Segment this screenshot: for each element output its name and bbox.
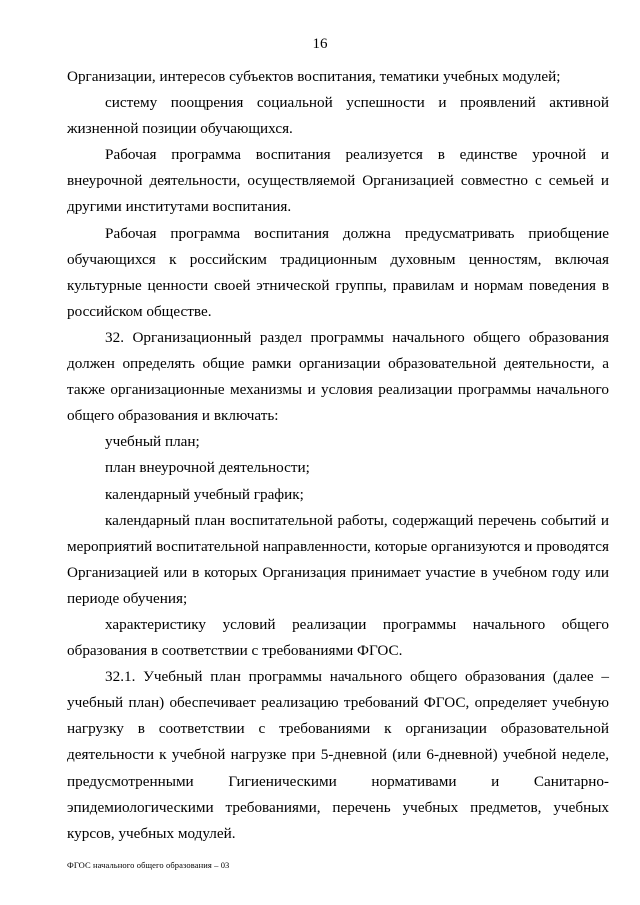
- page-number: 16: [312, 36, 328, 52]
- list-item-extracurricular-plan: план внеурочной деятельности;: [105, 459, 310, 477]
- paragraph-section-32-1: 32.1. Учебный план программы начального общего образования (далее – учебный план) обеспечивает реализацию требований ФГОС, определяет учебную нагрузку в соответствии с требованиями к организации образовательной деятельности к учебной нагрузке при 5-дневной (или 6-дневной) учебной неделе, предусмотренными Гигиеническими нормативами и Санитарно-эпидемиологическими требованиями, перечень учебных предметов, учебных курсов, учебных модулей.: [67, 668, 609, 842]
- document-footer: ФГОС начального общего образования – 03: [67, 860, 230, 870]
- paragraph-traditional-values: Рабочая программа воспитания должна предусматривать приобщение обучающихся к российским традиционным духовным ценностям, включая культурные ценности своей этнической группы, правилам и нормам поведения в российском обществе.: [67, 224, 609, 320]
- paragraph-section-32: 32. Организационный раздел программы начального общего образования должен определять общие рамки организации образовательной деятельности, а также организационные механизмы и условия реализации программы начального общего образования и включать:: [67, 328, 609, 425]
- paragraph-continuation: Организации, интересов субъектов воспитания, тематики учебных модулей;: [67, 68, 561, 85]
- document-body: [67, 64, 609, 847]
- list-item-curriculum: учебный план;: [105, 433, 200, 451]
- list-item-conditions-description: характеристику условий реализации программы начального общего образования в соответствии с требованиями ФГОС.: [67, 615, 609, 660]
- list-item-calendar-schedule: календарный учебный график;: [105, 485, 304, 503]
- paragraph-upbringing-unity: Рабочая программа воспитания реализуется в единстве урочной и внеурочной деятельности, осуществляемой Организацией совместно с семьей и другими институтами воспитания.: [67, 146, 609, 216]
- list-item-upbringing-calendar-plan: календарный план воспитательной работы, содержащий перечень событий и мероприятий воспитательной направленности, которые организуются и проводятся Организацией или в которых Организация принимает участие в учебном году или периоде обучения;: [67, 511, 609, 607]
- paragraph-incentive-system: систему поощрения социальной успешности и проявлений активной жизненной позиции обучающихся.: [67, 94, 609, 138]
